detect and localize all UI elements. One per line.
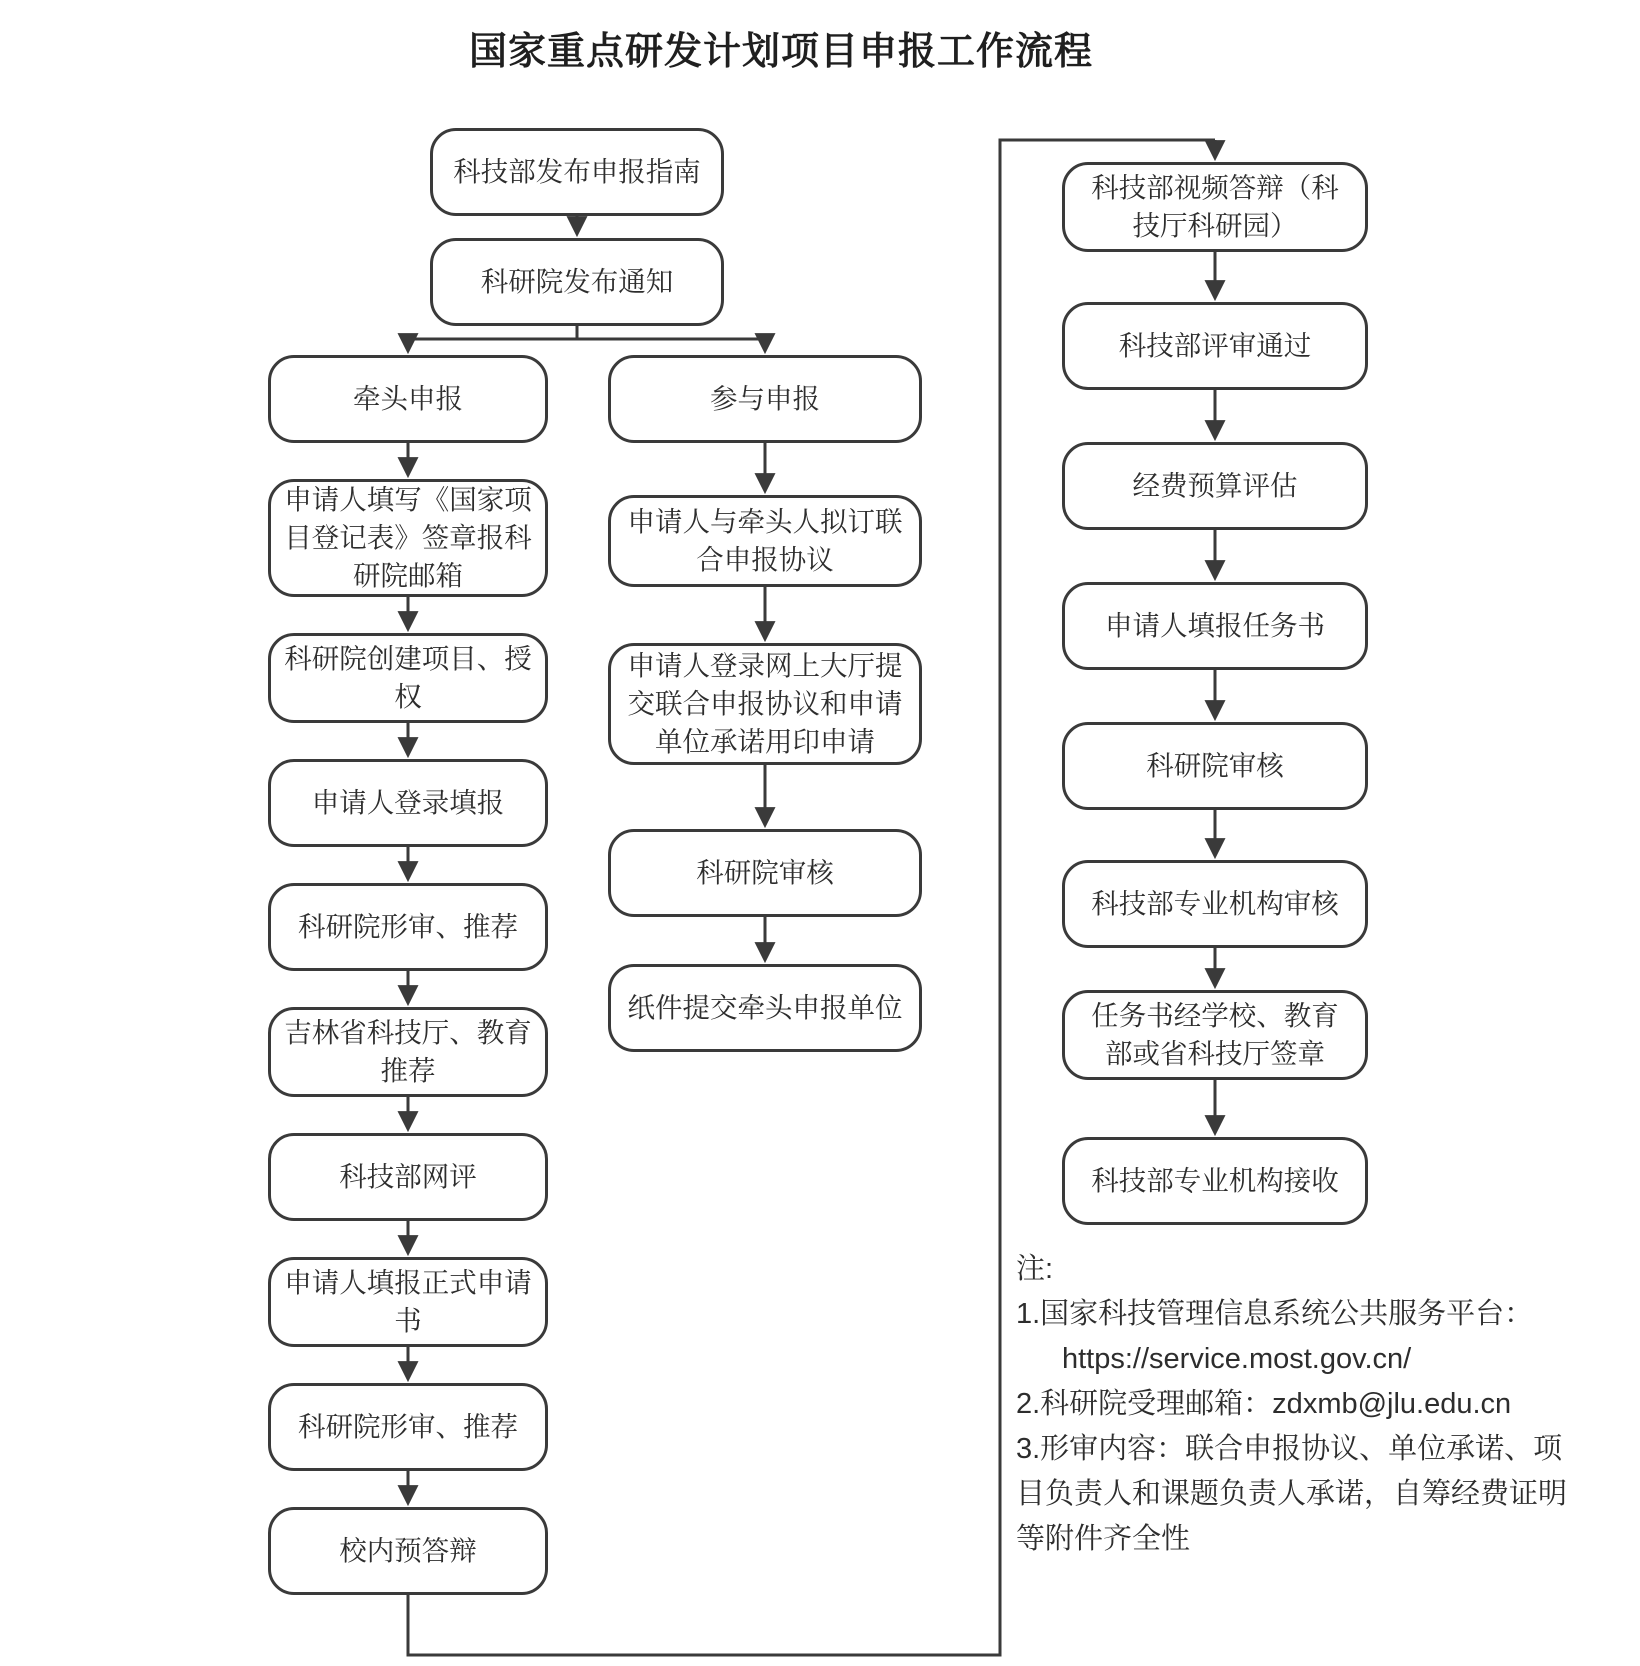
flow-node-lead-application: 牵头申报	[268, 355, 548, 443]
flow-node-most-review-pass: 科技部评审通过	[1062, 302, 1368, 390]
flow-node-professional-agency-audit: 科技部专业机构审核	[1062, 860, 1368, 948]
flow-node-most-online-review: 科技部网评	[268, 1133, 548, 1221]
flow-node-create-project: 科研院创建项目、授权	[268, 633, 548, 723]
notes-heading: 注:	[1016, 1253, 1054, 1285]
flow-node-campus-pre-defense: 校内预答辩	[268, 1507, 548, 1595]
note-platform-url: https://service.most.gov.cn/	[1062, 1343, 1412, 1375]
flow-wire	[408, 326, 765, 339]
flow-node-join-application: 参与申报	[608, 355, 922, 443]
note-line-platform: 1.国家科技管理信息系统公共服务平台：	[1016, 1298, 1534, 1330]
flow-node-task-book-seal: 任务书经学校、教育部或省科技厅签章	[1062, 990, 1368, 1080]
flow-node-joint-agreement: 申请人与牵头人拟订联合申报协议	[608, 495, 922, 587]
flow-node-jilin-recommend: 吉林省科技厅、教育推荐	[268, 1007, 548, 1097]
flow-node-institute-audit-right: 科研院审核	[1062, 722, 1368, 810]
flow-node-institute-audit-middle: 科研院审核	[608, 829, 922, 917]
flow-node-fill-task-book: 申请人填报任务书	[1062, 582, 1368, 670]
note-line-review-content: 3.形审内容：联合申报协议、单位承诺、项目负责人和课题负责人承诺，自筹经费证明等附件齐全性	[1016, 1433, 1568, 1555]
flow-node-professional-agency-receive: 科技部专业机构接收	[1062, 1137, 1368, 1225]
flow-node-video-defense: 科技部视频答辩（科技厅科研园）	[1062, 162, 1368, 252]
flow-node-formal-application: 申请人填报正式申请书	[268, 1257, 548, 1347]
note-line-email: 2.科研院受理邮箱：zdxmb@jlu.edu.cn	[1016, 1388, 1512, 1420]
flow-node-publish-guide: 科技部发布申报指南	[430, 128, 724, 216]
diagram-title: 国家重点研发计划项目申报工作流程	[468, 31, 1093, 73]
flow-node-institute-notice: 科研院发布通知	[430, 238, 724, 326]
flow-node-institute-review-recommend-1: 科研院形审、推荐	[268, 883, 548, 971]
flow-node-paper-to-lead-unit: 纸件提交牵头申报单位	[608, 964, 922, 1052]
notes-block	[1016, 1247, 1578, 1562]
flow-node-fill-registration-form: 申请人填写《国家项目登记表》签章报科研院邮箱	[268, 479, 548, 597]
flow-node-applicant-login: 申请人登录填报	[268, 759, 548, 847]
flow-node-budget-evaluation: 经费预算评估	[1062, 442, 1368, 530]
flow-node-submit-online-hall: 申请人登录网上大厅提交联合申报协议和申请单位承诺用印申请	[608, 643, 922, 765]
flow-node-institute-review-recommend-2: 科研院形审、推荐	[268, 1383, 548, 1471]
